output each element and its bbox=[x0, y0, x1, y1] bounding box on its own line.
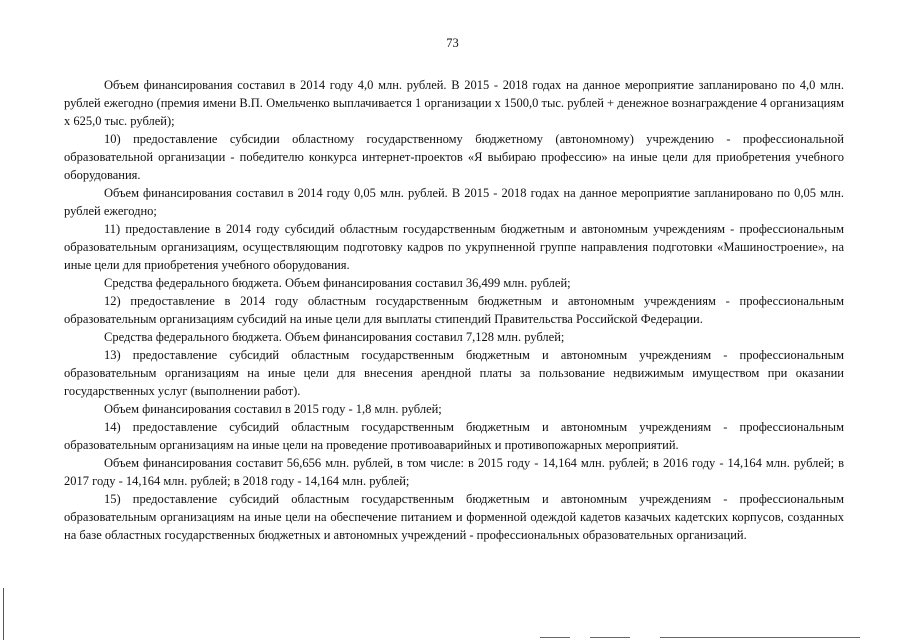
paragraph: Средства федерального бюджета. Объем финансирования составил 36,499 млн. рублей; bbox=[104, 276, 571, 290]
document-body bbox=[64, 76, 844, 544]
paragraph: 13) предоставление субсидий областным государственным бюджетным и автономным учреждениям - профессиональным образовательным организациям на иные цели для внесения арендной платы за пользование недвижимым имуществом при оказании государственных услуг (выполнении работ). bbox=[64, 348, 844, 398]
paragraph: 14) предоставление субсидий областным государственным бюджетным и автономным учреждениям - профессиональным образовательным организациям на иные цели на проведение противоаварийных и противопожарных мероприятий. bbox=[64, 420, 844, 452]
scan-edge-line bbox=[660, 637, 860, 638]
paragraph: 12) предоставление в 2014 году областным государственным бюджетным и автономным учреждениям - профессиональным образовательным организациям субсидий на иные цели для выплаты стипендий Правительства Российской Федерации. bbox=[64, 294, 844, 326]
scan-edge-line bbox=[540, 637, 570, 638]
paragraph: Объем финансирования составил в 2015 году - 1,8 млн. рублей; bbox=[104, 402, 442, 416]
paragraph: Объем финансирования составил в 2014 году 4,0 млн. рублей. В 2015 - 2018 годах на данное мероприятие запланировано по 4,0 млн. рублей ежегодно (премия имени В.П. Омельченко выплачивается 1 организации х 1500,0 тыс. рублей + денежное вознаграждение 4 организациям х 625,0 тыс. рублей); bbox=[64, 78, 844, 128]
paragraph: Объем финансирования составил в 2014 году 0,05 млн. рублей. В 2015 - 2018 годах на данное мероприятие запланировано по 0,05 млн. рублей ежегодно; bbox=[64, 186, 844, 218]
paragraph: Объем финансирования составит 56,656 млн. рублей, в том числе: в 2015 году - 14,164 млн. рублей; в 2016 году - 14,164 млн. рублей; в 2017 году - 14,164 млн. рублей; в 2018 году - 14,164 млн. рублей; bbox=[64, 456, 844, 488]
paragraph: 11) предоставление в 2014 году субсидий областным государственным бюджетным и автономным учреждениям - профессиональным образовательным организациям, осуществляющим подготовку кадров по укрупненной группе направления подготовки «Машиностроение», на иные цели для приобретения учебного оборудования. bbox=[64, 222, 844, 272]
paragraph: 10) предоставление субсидии областному государственному бюджетному (автономному) учреждению - профессиональной образовательной организации - победителю конкурса интернет-проектов «Я выбираю профессию» на иные цели для приобретения учебного оборудования. bbox=[64, 132, 844, 182]
scan-edge-line bbox=[590, 637, 630, 638]
paragraph: Средства федерального бюджета. Объем финансирования составил 7,128 млн. рублей; bbox=[104, 330, 565, 344]
page-number: 73 bbox=[446, 36, 459, 50]
paragraph: 15) предоставление субсидий областным государственным бюджетным и автономным учреждениям - профессиональным образовательным организациям на иные цели на обеспечение питанием и форменной одеждой кадетов казачьих кадетских корпусов, созданных на базе областных государственных бюджетных и автономных учреждений - профессиональных образовательных организаций. bbox=[64, 492, 844, 542]
scan-edge-line bbox=[3, 588, 4, 640]
